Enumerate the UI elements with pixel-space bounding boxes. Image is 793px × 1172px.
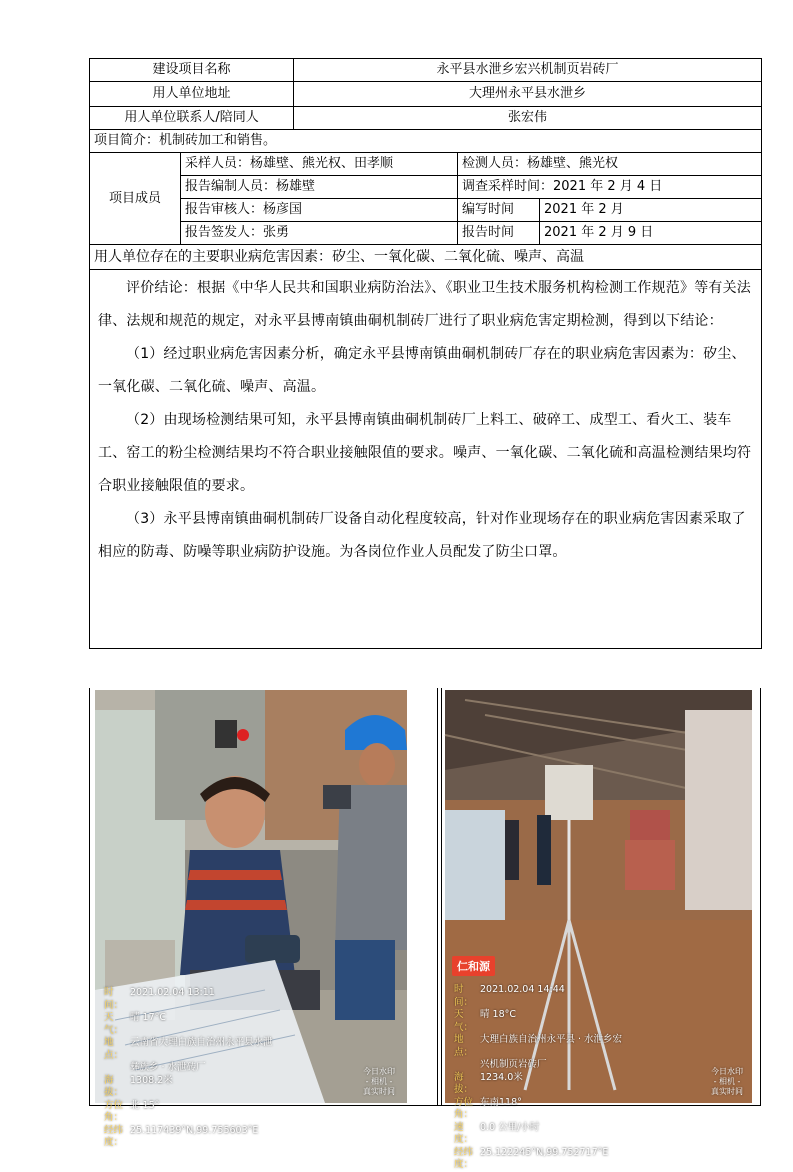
compile-time-label: 编写时间	[458, 199, 540, 222]
frame-line-mid-b	[441, 688, 442, 1106]
left-camera-logo	[363, 1067, 395, 1097]
left-direction: 北 15°	[130, 1099, 160, 1111]
left-time: 2021.02.04 13:11	[130, 987, 215, 998]
right-weather: 晴 18°C	[480, 1009, 516, 1020]
right-wm-line1: 今日水印	[711, 1067, 743, 1076]
left-place-line2: 彝族乡 · 水泄砖厂	[130, 1062, 206, 1073]
site-photo-right	[445, 690, 752, 1170]
project-intro: 项目简介：机制砖加工和销售。	[90, 130, 762, 153]
frame-line-right	[760, 688, 761, 1106]
frame-line-left	[89, 688, 90, 1106]
brand-logo: 仁和源	[452, 956, 495, 976]
employer-address: 大理州永平县水泄乡	[294, 82, 762, 107]
left-weather-key: 天 气：	[104, 1012, 124, 1036]
right-place-line1: 大理白族自治州永平县 · 水泄乡宏	[480, 1034, 623, 1045]
members-label: 项目成员	[90, 153, 181, 245]
reviewer: 报告审核人：杨彦国	[181, 199, 458, 222]
conclusion-paragraph-4: （3）永平县博南镇曲硐机制砖厂设备自动化程度较高，针对作业现场存在的职业病危害因素采取了相应的防毒、防噪等职业病防护设施。为各岗位作业人员配发了防尘口罩。	[98, 511, 746, 560]
conclusion-paragraph-3: （2）由现场检测结果可知，永平县博南镇曲硐机制砖厂上料工、破碎工、成型工、看火工、装车工、窑工的粉尘检测结果均不符合职业接触限值的要求。噪声、一氧化碳、二氧化硫和高温检测结果均符合职业接触限值的要求。	[98, 412, 752, 494]
project-info-table	[89, 58, 762, 649]
conclusion-paragraph-1: 评价结论：根据《中华人民共和国职业病防治法》、《职业卫生技术服务机构检测工作规范》等有关法律、法规和规范的规定，对永平县博南镇曲硐机制砖厂进行了职业病危害定期检测，得到以下结论：	[98, 280, 751, 329]
left-coordinates: 25.117439°N,99.755603°E	[130, 1124, 259, 1136]
survey-time: 调查采样时间：2021 年 2 月 4 日	[458, 176, 762, 199]
hazard-factors: 用人单位存在的主要职业病危害因素：矽尘、一氧化碳、二氧化硫、噪声、高温	[90, 245, 762, 270]
report-time: 2021 年 2 月 9 日	[540, 222, 762, 245]
conclusion-cell	[90, 270, 762, 649]
right-speed: 0.0 公里/小时	[480, 1121, 540, 1133]
project-name: 永平县水泄乡宏兴机制页岩砖厂	[294, 59, 762, 82]
right-altitude: 1234.0米	[480, 1071, 523, 1083]
right-photo-watermark-info	[454, 984, 622, 1172]
left-weather: 晴 17°C	[130, 1012, 166, 1023]
left-place-key: 地 点：	[104, 1037, 124, 1061]
frame-line-mid-a	[437, 688, 438, 1106]
left-direction-key: 方位角：	[104, 1099, 124, 1123]
right-coord-key: 经纬度：	[454, 1146, 474, 1170]
issuer: 报告签发人：张勇	[181, 222, 458, 245]
compile-time: 2021 年 2 月	[540, 199, 762, 222]
project-name-label: 建设项目名称	[90, 59, 294, 82]
right-weather-key: 天 气：	[454, 1009, 474, 1033]
right-direction: 东南118°	[480, 1096, 522, 1108]
site-photo-left	[95, 690, 407, 1148]
right-time: 2021.02.04 14:44	[480, 984, 565, 995]
right-altitude-key: 海 拔：	[454, 1071, 474, 1095]
right-time-key: 时 间：	[454, 984, 474, 1008]
right-wm-line3: 真实时间	[711, 1087, 743, 1096]
left-altitude-key: 海 拔：	[104, 1074, 124, 1098]
report-time-label: 报告时间	[458, 222, 540, 245]
conclusion-paragraph-2: （1）经过职业病危害因素分析，确定永平县博南镇曲硐机制砖厂存在的职业病危害因素为：矽尘、一氧化碳、二氧化硫、噪声、高温。	[98, 346, 746, 395]
right-direction-key: 方位角：	[454, 1096, 474, 1120]
contact-label: 用人单位联系人/陪同人	[90, 107, 294, 130]
right-place-key: 地 点：	[454, 1034, 474, 1058]
left-wm-line3: 真实时间	[363, 1087, 395, 1096]
contact: 张宏伟	[294, 107, 762, 130]
left-wm-line2: - 相机 -	[365, 1077, 393, 1086]
employer-address-label: 用人单位地址	[90, 82, 294, 107]
report-editor: 报告编制人员：杨雄壁	[181, 176, 458, 199]
right-place-line2: 兴机制页岩砖厂	[480, 1059, 547, 1070]
samplers: 采样人员：杨雄壁、熊光权、田孝顺	[181, 153, 458, 176]
right-wm-line2: - 相机 -	[713, 1077, 741, 1086]
left-coord-key: 经纬度：	[104, 1124, 124, 1148]
left-altitude: 1308.2米	[130, 1074, 173, 1086]
inspectors: 检测人员：杨雄壁、熊光权	[458, 153, 762, 176]
left-time-key: 时 间：	[104, 987, 124, 1011]
right-speed-key: 速 度：	[454, 1121, 474, 1145]
left-wm-line1: 今日水印	[363, 1067, 395, 1076]
right-camera-logo	[711, 1067, 743, 1097]
left-place-line1: 云南省大理白族自治州永平县水泄	[130, 1037, 273, 1048]
left-photo-watermark-info	[104, 987, 273, 1150]
right-coordinates: 25.122245°N,99.752717°E	[480, 1146, 609, 1158]
